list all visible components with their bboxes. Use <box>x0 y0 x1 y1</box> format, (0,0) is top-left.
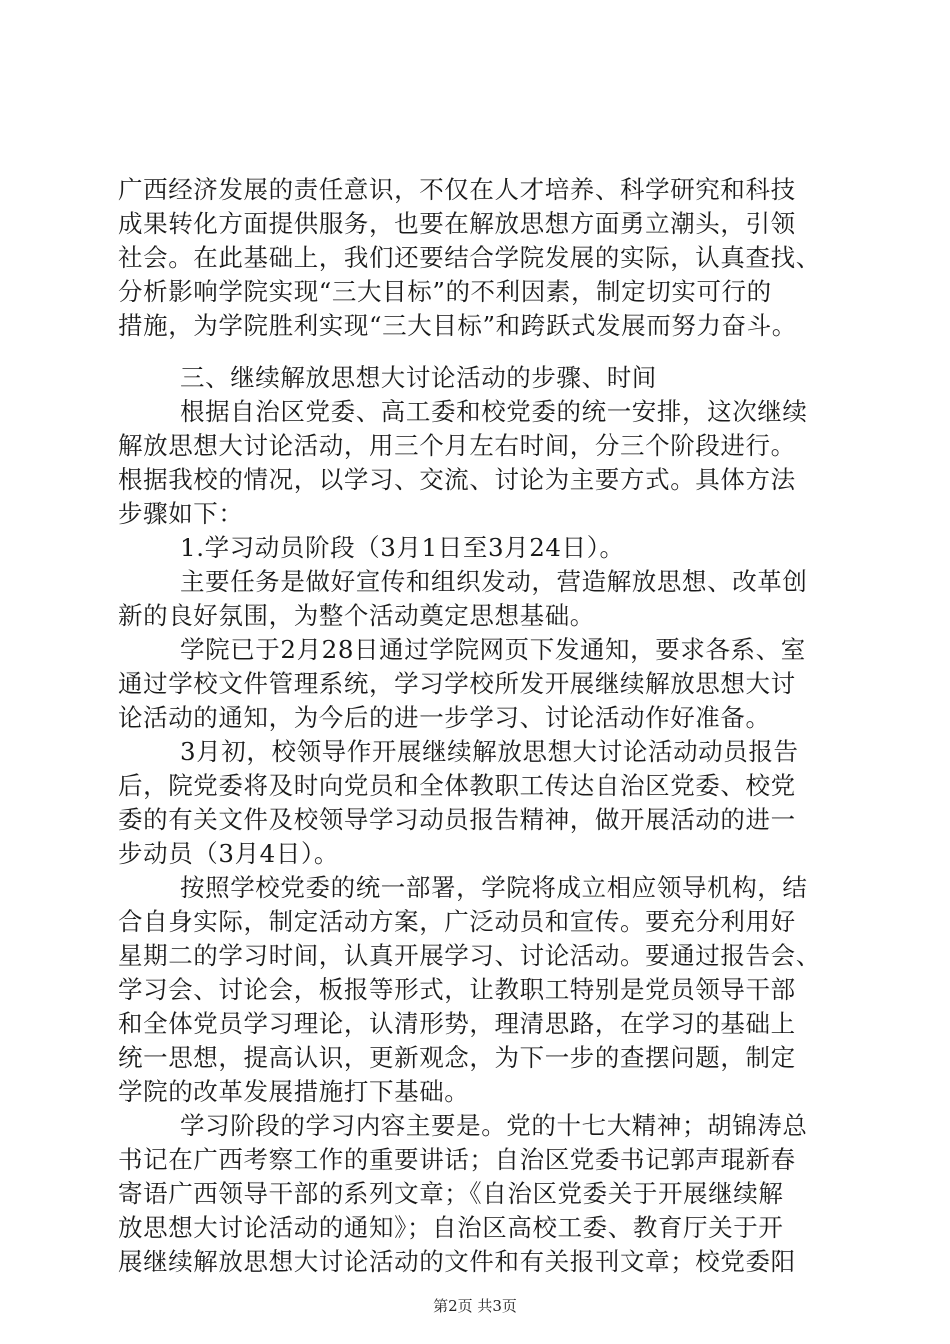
text-line: 步动员（3月4日）。 <box>118 839 339 868</box>
text-line: 书记在广西考察工作的重要讲话；自治区党委书记郭声琨新春 <box>118 1145 796 1174</box>
text-line: 通过学校文件管理系统，学习学校所发开展继续解放思想大讨 <box>118 669 796 698</box>
text-line: 展继续解放思想大讨论活动的文件和有关报刊文章；校党委阳 <box>118 1247 796 1276</box>
text-line: 措施，为学院胜利实现“三大目标”和跨跃式发展而努力奋斗。 <box>118 311 797 340</box>
text-line: 根据自治区党委、高工委和校党委的统一安排，这次继续 <box>180 397 808 426</box>
text-line: 广西经济发展的责任意识，不仅在人才培养、科学研究和科技 <box>118 175 796 204</box>
text-line: 主要任务是做好宣传和组织发动，营造解放思想、改革创 <box>180 567 808 596</box>
text-line: 学习阶段的学习内容主要是。党的十七大精神；胡锦涛总 <box>180 1111 808 1140</box>
section-heading: 三、继续解放思想大讨论活动的步骤、时间 <box>180 363 657 392</box>
text-line: 成果转化方面提供服务，也要在解放思想方面勇立潮头，引领 <box>118 209 796 238</box>
text-line: 学院已于2月28日通过学院网页下发通知，要求各系、室 <box>180 635 806 664</box>
text-line: 按照学校党委的统一部署，学院将成立相应领导机构，结 <box>180 873 808 902</box>
text-line: 解放思想大讨论活动，用三个月左右时间，分三个阶段进行。 <box>118 431 796 460</box>
text-line: 分析影响学院实现“三大目标”的不利因素，制定切实可行的 <box>118 277 772 306</box>
text-line: 步骤如下： <box>118 499 244 528</box>
text-line: 论活动的通知，为今后的进一步学习、讨论活动作好准备。 <box>118 703 771 732</box>
subsection-heading: 1.学习动员阶段（3月1日至3月24日）。 <box>180 533 625 562</box>
text-line: 委的有关文件及校领导学习动员报告精神，做开展活动的进一 <box>118 805 796 834</box>
text-line: 根据我校的情况，以学习、交流、讨论为主要方式。具体方法 <box>118 465 796 494</box>
text-line: 星期二的学习时间，认真开展学习、讨论活动。要通过报告会、 <box>118 941 821 970</box>
text-line: 合自身实际，制定活动方案，广泛动员和宣传。要充分利用好 <box>118 907 796 936</box>
text-line: 新的良好氛围，为整个活动奠定思想基础。 <box>118 601 595 630</box>
page-footer: 第2页 共3页 <box>433 1297 517 1315</box>
text-line: 社会。在此基础上，我们还要结合学院发展的实际，认真查找、 <box>118 243 821 272</box>
text-line: 学院的改革发展措施打下基础。 <box>118 1077 470 1106</box>
text-line: 和全体党员学习理论，认清形势，理清思路，在学习的基础上 <box>118 1009 796 1038</box>
text-line: 寄语广西领导干部的系列文章；《自治区党委关于开展继续解 <box>118 1179 784 1208</box>
text-line: 学习会、讨论会，板报等形式，让教职工特别是党员领导干部 <box>118 975 796 1004</box>
text-line: 统一思想，提高认识，更新观念，为下一步的查摆问题，制定 <box>118 1043 796 1072</box>
text-line: 3月初，校领导作开展继续解放思想大讨论活动动员报告 <box>180 737 799 766</box>
text-line: 后，院党委将及时向党员和全体教职工传达自治区党委、校党 <box>118 771 796 800</box>
text-line: 放思想大讨论活动的通知》；自治区高校工委、教育厅关于开 <box>118 1213 784 1242</box>
